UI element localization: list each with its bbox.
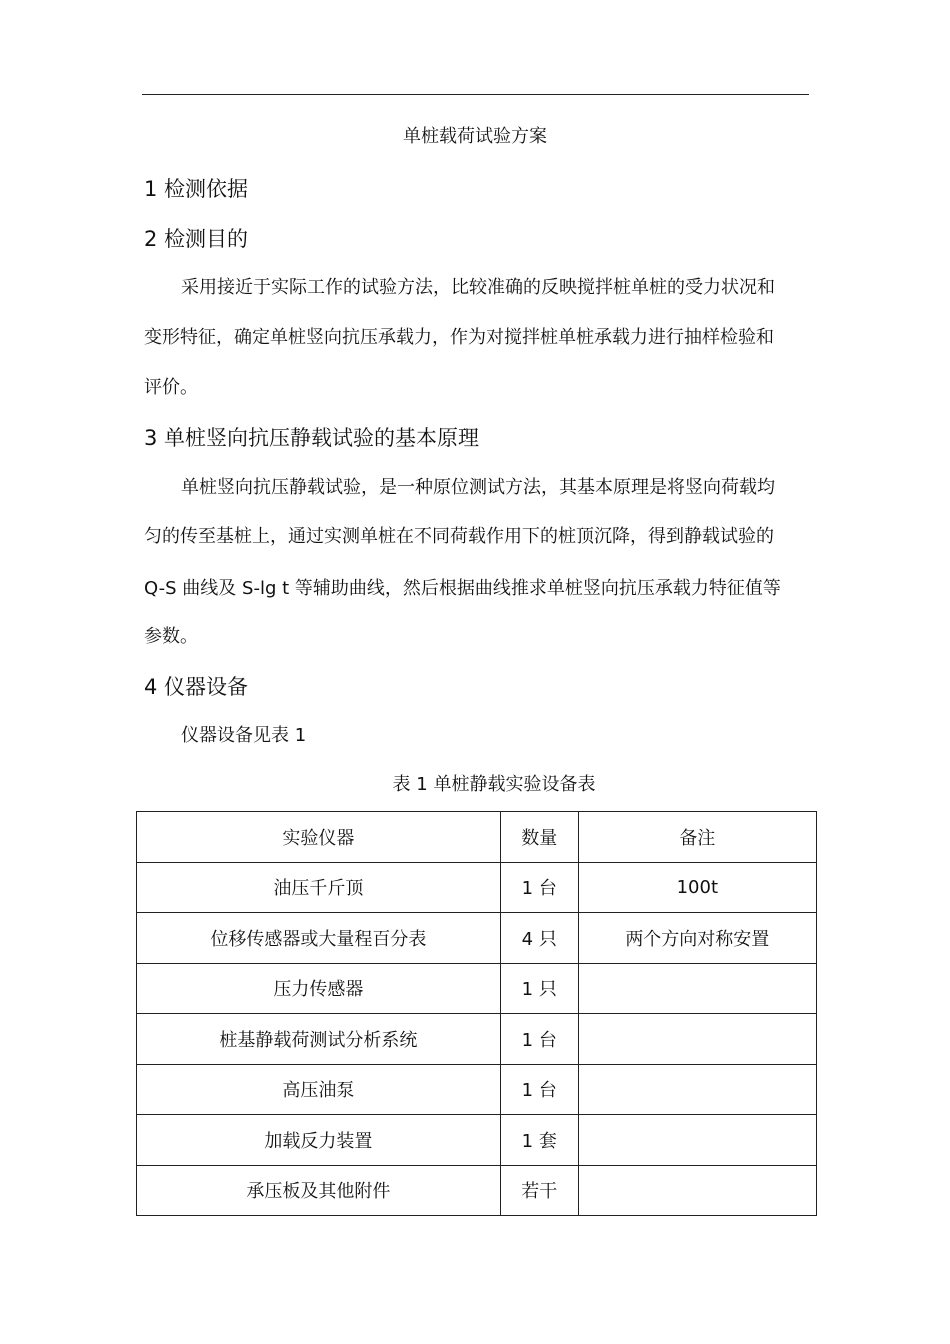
- paragraph-line: 参数。: [144, 626, 198, 647]
- table-cell: 1 台: [500, 1064, 578, 1115]
- table-cell: [578, 1014, 816, 1065]
- table-header-cell: 备注: [578, 812, 816, 863]
- table-row: [137, 1165, 817, 1216]
- table-header-row: [137, 812, 817, 863]
- paragraph-line: 评价。: [144, 377, 198, 398]
- table-row: [137, 1115, 817, 1166]
- paragraph-line: Q-S 曲线及 S-lg t 等辅助曲线，然后根据曲线推求单桩竖向抗压承载力特征值等: [144, 578, 781, 599]
- document-title: 单桩载荷试验方案: [403, 126, 547, 147]
- table-cell: 100t: [578, 862, 816, 913]
- table-cell: 油压千斤顶: [137, 862, 501, 913]
- table-cell: 1 台: [500, 1014, 578, 1065]
- table-cell: 1 台: [500, 862, 578, 913]
- table-cell: 1 套: [500, 1115, 578, 1166]
- table-cell: [578, 1064, 816, 1115]
- header-rule: [142, 94, 809, 95]
- table-cell: 压力传感器: [137, 963, 501, 1014]
- table-row: [137, 963, 817, 1014]
- table-cell: 高压油泵: [137, 1064, 501, 1115]
- table-row: [137, 913, 817, 964]
- table-cell: 位移传感器或大量程百分表: [137, 913, 501, 964]
- equipment-table: [136, 811, 817, 1216]
- table-row: [137, 1064, 817, 1115]
- table-row: [137, 862, 817, 913]
- table-header-cell: 数量: [500, 812, 578, 863]
- table-cell: 1 只: [500, 963, 578, 1014]
- table-cell: [578, 1165, 816, 1216]
- table-cell: 承压板及其他附件: [137, 1165, 501, 1216]
- paragraph-line: 单桩竖向抗压静载试验，是一种原位测试方法，其基本原理是将竖向荷载均: [181, 477, 775, 498]
- paragraph-line: 匀的传至基桩上，通过实测单桩在不同荷载作用下的桩顶沉降，得到静载试验的: [144, 526, 774, 547]
- section-heading-2: 2 检测目的: [144, 227, 249, 251]
- paragraph-line: 变形特征，确定单桩竖向抗压承载力，作为对搅拌桩单桩承载力进行抽样检验和: [144, 327, 774, 348]
- table-header-cell: 实验仪器: [137, 812, 501, 863]
- table-cell: 若干: [500, 1165, 578, 1216]
- paragraph-line: 采用接近于实际工作的试验方法，比较准确的反映搅拌桩单桩的受力状况和: [181, 277, 775, 298]
- table-cell: [578, 1115, 816, 1166]
- table-cell: 4 只: [500, 913, 578, 964]
- table-cell: 两个方向对称安置: [578, 913, 816, 964]
- table-cell: 加载反力装置: [137, 1115, 501, 1166]
- section-heading-1: 1 检测依据: [144, 177, 249, 201]
- section-heading-4: 4 仪器设备: [144, 675, 249, 699]
- table-cell: [578, 963, 816, 1014]
- table-caption: 表 1 单桩静载实验设备表: [392, 774, 596, 795]
- table-cell: 桩基静载荷测试分析系统: [137, 1014, 501, 1065]
- table-row: [137, 1014, 817, 1065]
- paragraph-line: 仪器设备见表 1: [181, 725, 307, 746]
- section-heading-3: 3 单桩竖向抗压静载试验的基本原理: [144, 426, 480, 450]
